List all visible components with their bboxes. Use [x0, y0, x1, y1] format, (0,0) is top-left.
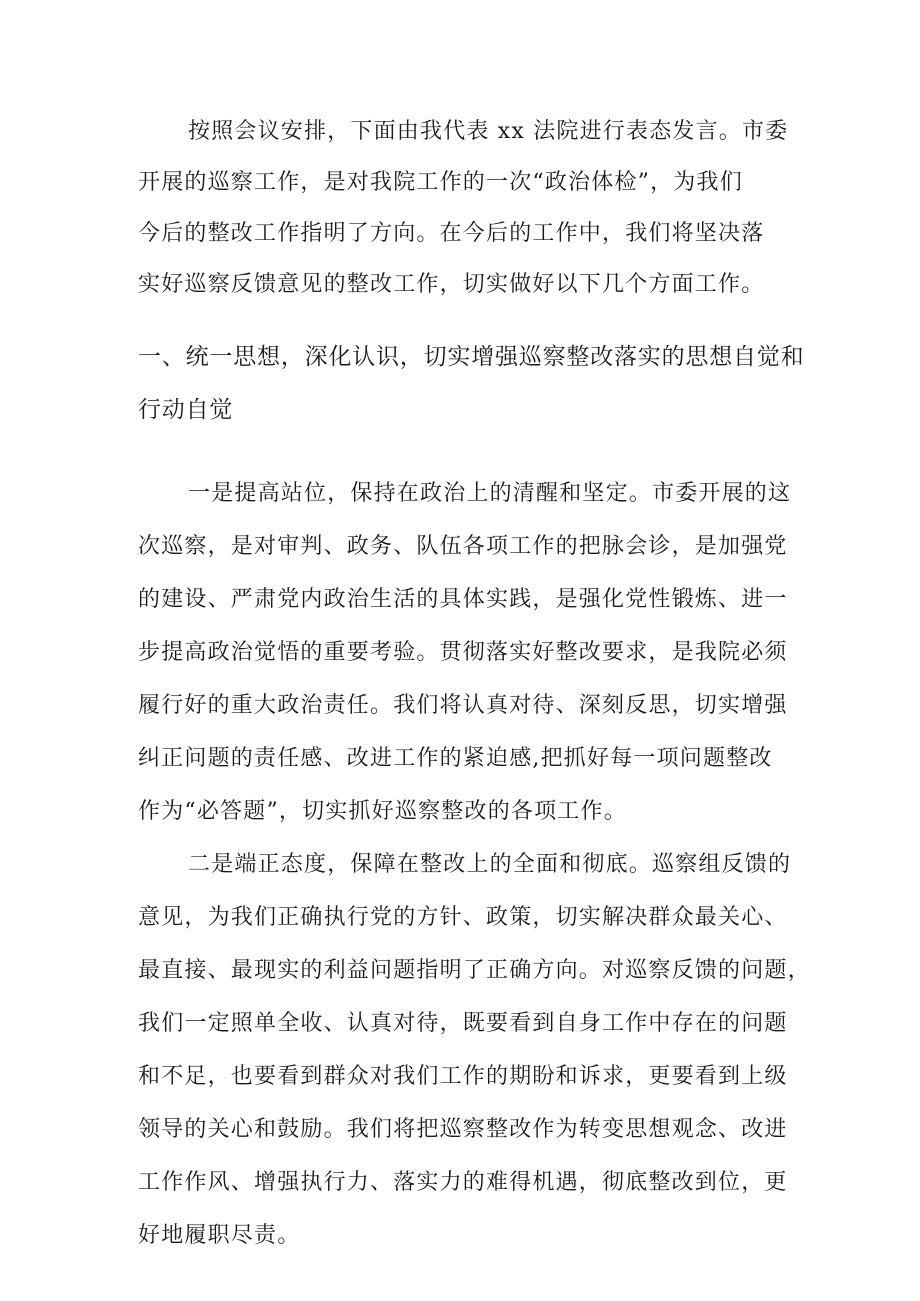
- paragraph-line: 二是端正态度，保障在整改上的全面和彻底。巡察组反馈的: [188, 852, 792, 877]
- section-heading-line: 行动自觉: [138, 397, 234, 423]
- paragraph-line: 一是提高站位，保持在政治上的清醒和坚定。市委开展的这: [188, 481, 792, 506]
- intro-line: 实好巡察反馈意见的整改工作，切实做好以下几个方面工作。: [138, 272, 765, 297]
- section-heading-line: 一、统一思想，深化认识，切实增强巡察整改落实的思想自觉和: [138, 344, 805, 370]
- paragraph-line: 意见，为我们正确执行党的方针、政策，切实解决群众最关心、: [138, 905, 788, 930]
- paragraph-line: 步提高政治觉悟的重要考验。贯彻落实好整改要求，是我院必须: [138, 640, 788, 665]
- paragraph-line: 最直接、最现实的利益问题指明了正确方向。对巡察反馈的问题，: [138, 958, 811, 983]
- intro-line: 今后的整改工作指明了方向。在今后的工作中，我们将坚决落: [138, 221, 765, 246]
- intro-line: 按照会议安排，下面由我代表 xx 法院进行表态发言。市委: [188, 119, 789, 144]
- paragraph-line: 纠正问题的责任感、改进工作的紧迫感,把抓好每一项问题整改: [138, 746, 773, 771]
- paragraph-line: 领导的关心和鼓励。我们将把巡察整改作为转变思想观念、改进: [138, 1117, 788, 1142]
- paragraph-line: 工作作风、增强执行力、落实力的难得机遇，彻底整改到位，更: [138, 1170, 788, 1195]
- paragraph-line: 履行好的重大政治责任。我们将认真对待、深刻反思，切实增强: [138, 693, 788, 718]
- paragraph-line: 次巡察，是对审判、政务、队伍各项工作的把脉会诊，是加强党: [138, 534, 788, 559]
- paragraph-line: 的建设、严肃党内政治生活的具体实践，是强化党性锻炼、进一: [138, 587, 788, 612]
- paragraph-line: 好地履职尽责。: [138, 1223, 301, 1248]
- paragraph-line: 作为“必答题”，切实抓好巡察整改的各项工作。: [138, 799, 627, 824]
- paragraph-line: 和不足，也要看到群众对我们工作的期盼和诉求，更要看到上级: [138, 1064, 788, 1089]
- intro-line: 开展的巡察工作，是对我院工作的一次“政治体检”，为我们: [138, 170, 743, 195]
- paragraph-line: 我们一定照单全收、认真对待，既要看到自身工作中存在的问题: [138, 1011, 788, 1036]
